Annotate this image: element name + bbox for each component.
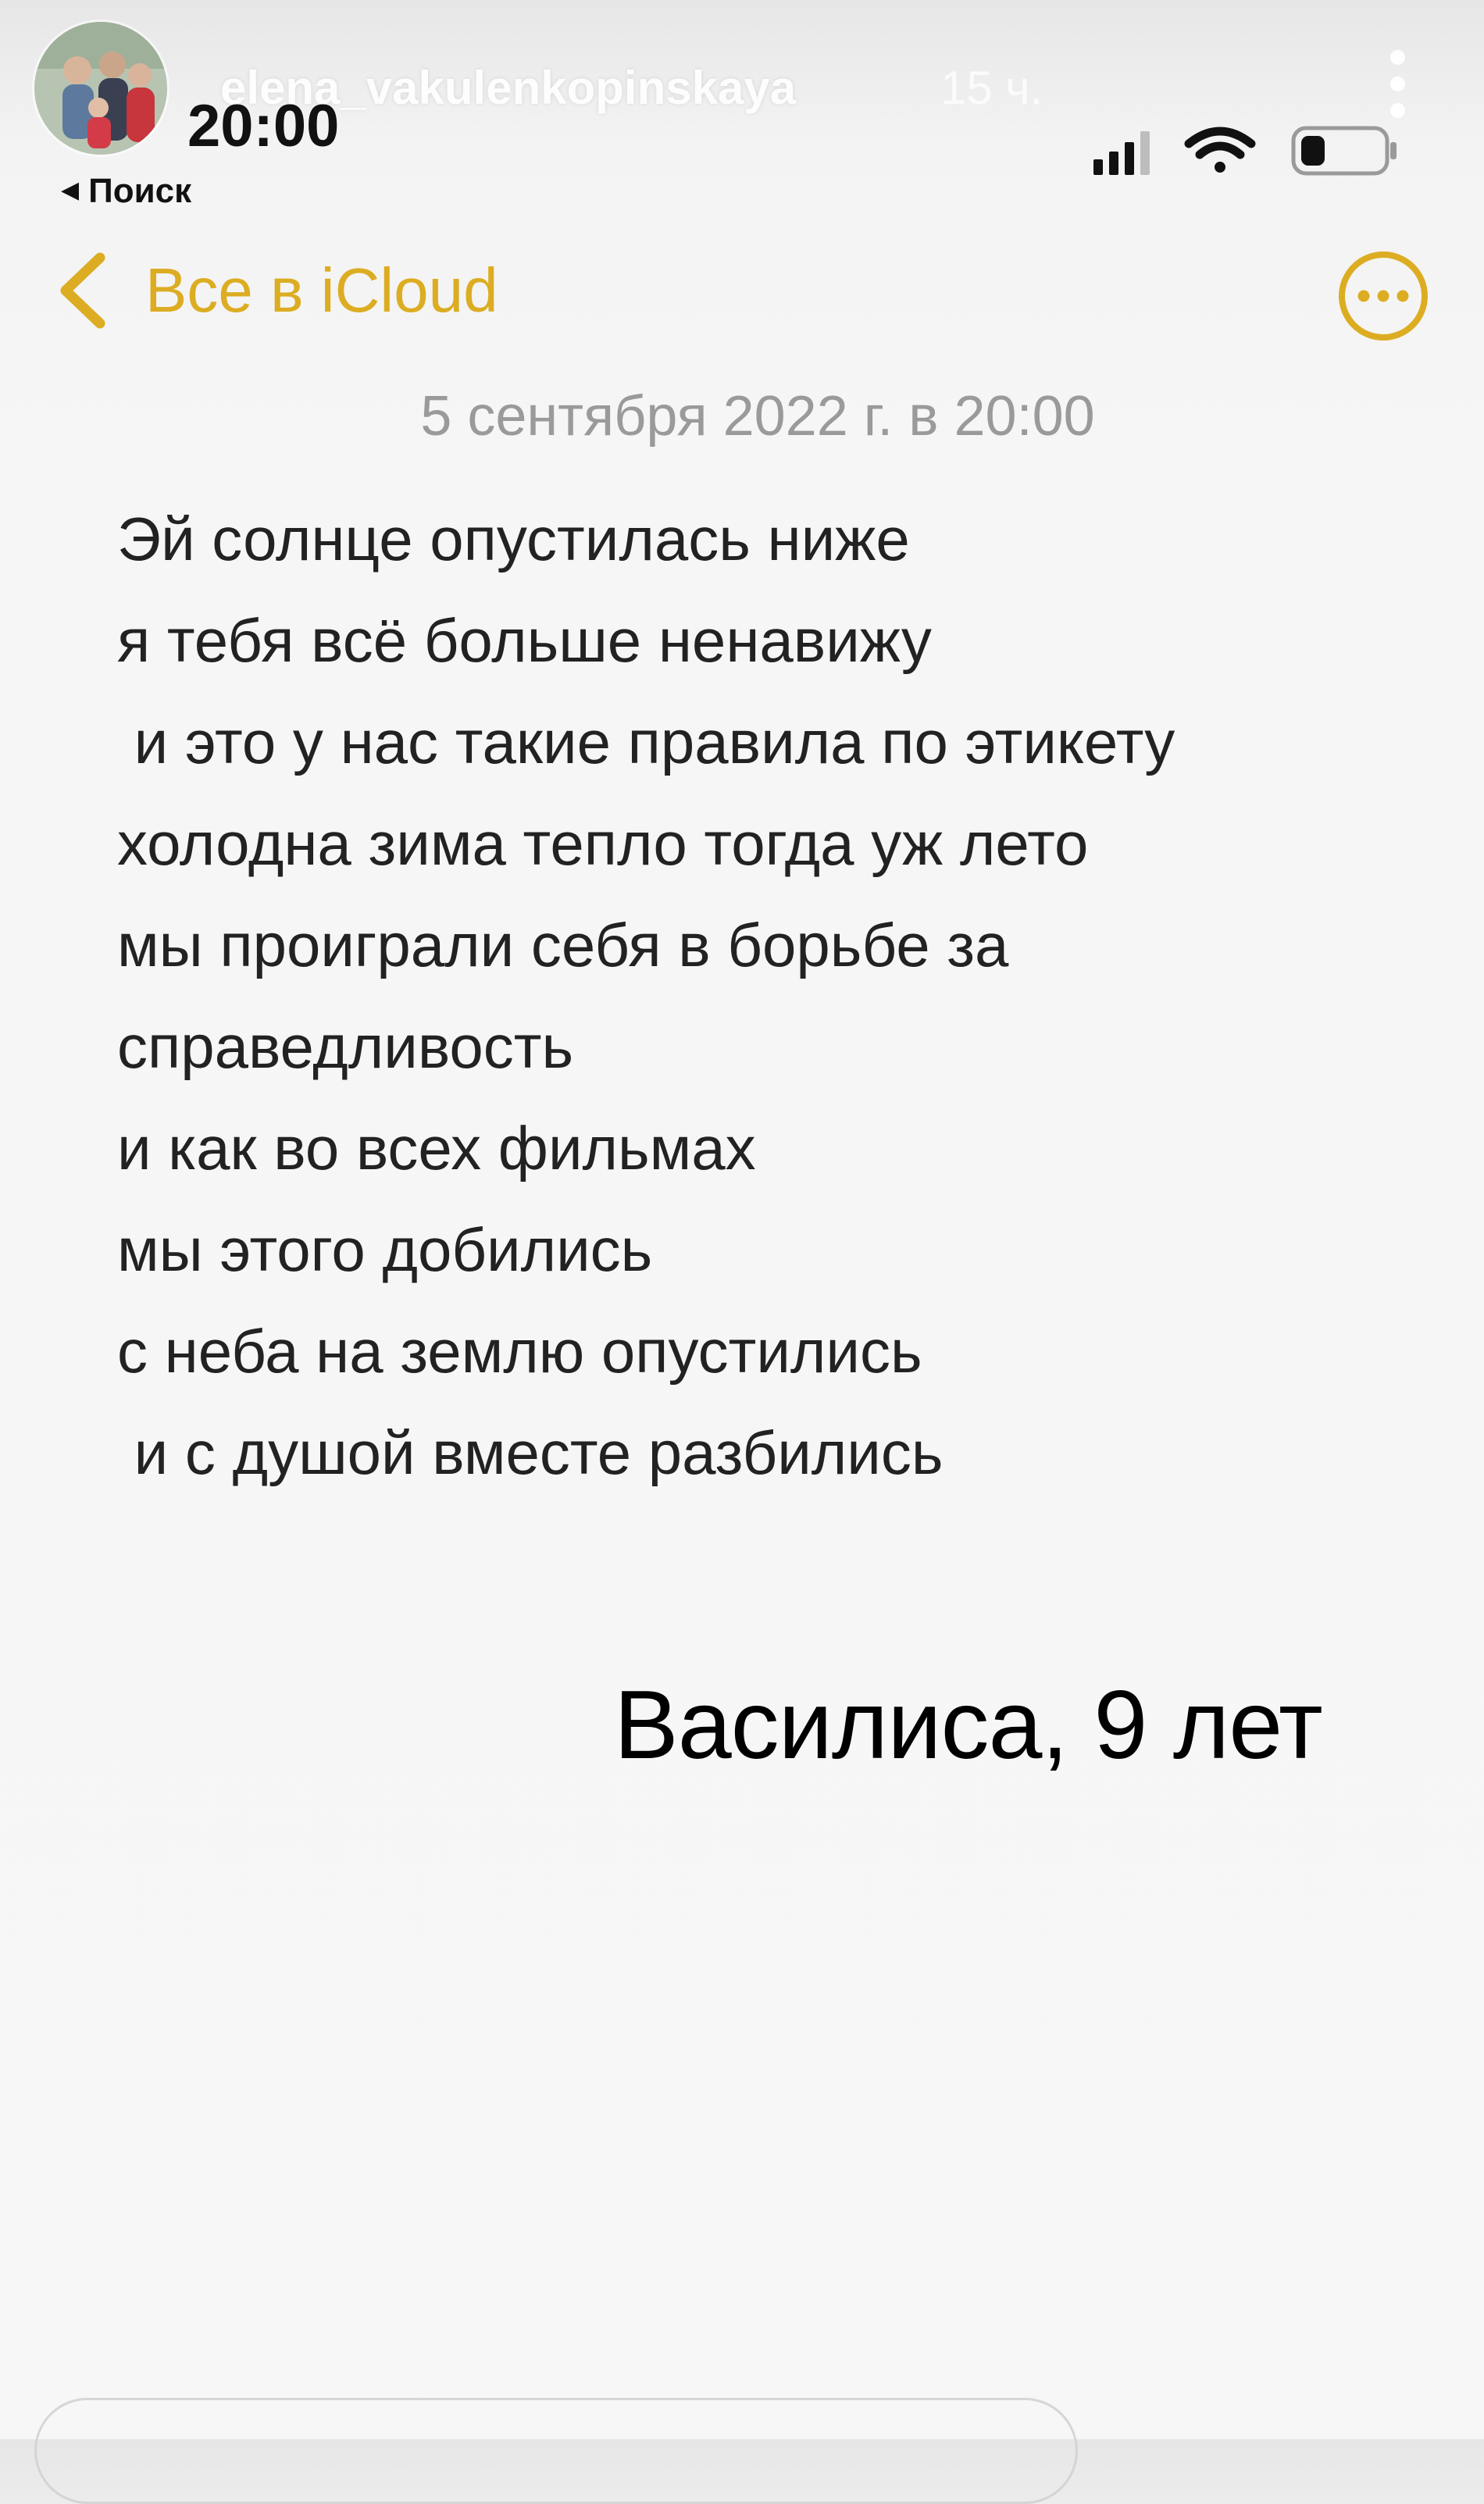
avatar-photo bbox=[34, 22, 167, 155]
note-line: и с душой вместе разбились bbox=[117, 1418, 944, 1487]
story-username[interactable]: elena_vakulenkopinskaya bbox=[220, 62, 797, 114]
back-to-icloud-button[interactable] bbox=[55, 251, 498, 330]
note-line: мы проиграли себя в борьбе за bbox=[117, 911, 1009, 979]
back-triangle-icon: ◀ bbox=[61, 177, 80, 203]
story-caption: Василиса, 9 лет bbox=[614, 1671, 1322, 1779]
cellular-signal-icon bbox=[1093, 131, 1150, 175]
story-timestamp: 15 ч. bbox=[940, 62, 1043, 114]
more-vertical-icon[interactable] bbox=[1382, 45, 1414, 123]
note-body[interactable] bbox=[117, 488, 1461, 1503]
note-line: я тебя всё больше ненавижу bbox=[117, 606, 932, 675]
wifi-icon bbox=[1189, 131, 1251, 173]
status-back-to-search[interactable] bbox=[61, 172, 191, 211]
ellipsis-circle-icon[interactable] bbox=[1337, 250, 1429, 342]
note-line: холодна зима тепло тогда уж лето bbox=[117, 809, 1089, 878]
note-date: 5 сентября 2022 г. в 20:00 bbox=[420, 385, 1095, 448]
avatar[interactable] bbox=[34, 22, 167, 155]
note-line: с неба на землю опустились bbox=[117, 1317, 922, 1386]
battery-icon bbox=[1293, 128, 1397, 173]
chevron-left-icon bbox=[55, 251, 111, 330]
story-header bbox=[0, 0, 1484, 234]
note-line: мы этого добились bbox=[117, 1215, 653, 1284]
status-clock: 20:00 bbox=[187, 93, 340, 159]
note-line: справедливость bbox=[117, 1012, 574, 1081]
back-label: Все в iCloud bbox=[145, 255, 498, 325]
status-back-label: Поиск bbox=[88, 172, 192, 210]
status-icons bbox=[1086, 123, 1406, 178]
note-line: Эй солнце опустилась ниже bbox=[117, 505, 910, 573]
note-line: и как во всех фильмах bbox=[117, 1114, 756, 1182]
note-line: и это у нас такие правила по этикету bbox=[117, 708, 1175, 776]
story-reply-field[interactable] bbox=[34, 2398, 1078, 2504]
